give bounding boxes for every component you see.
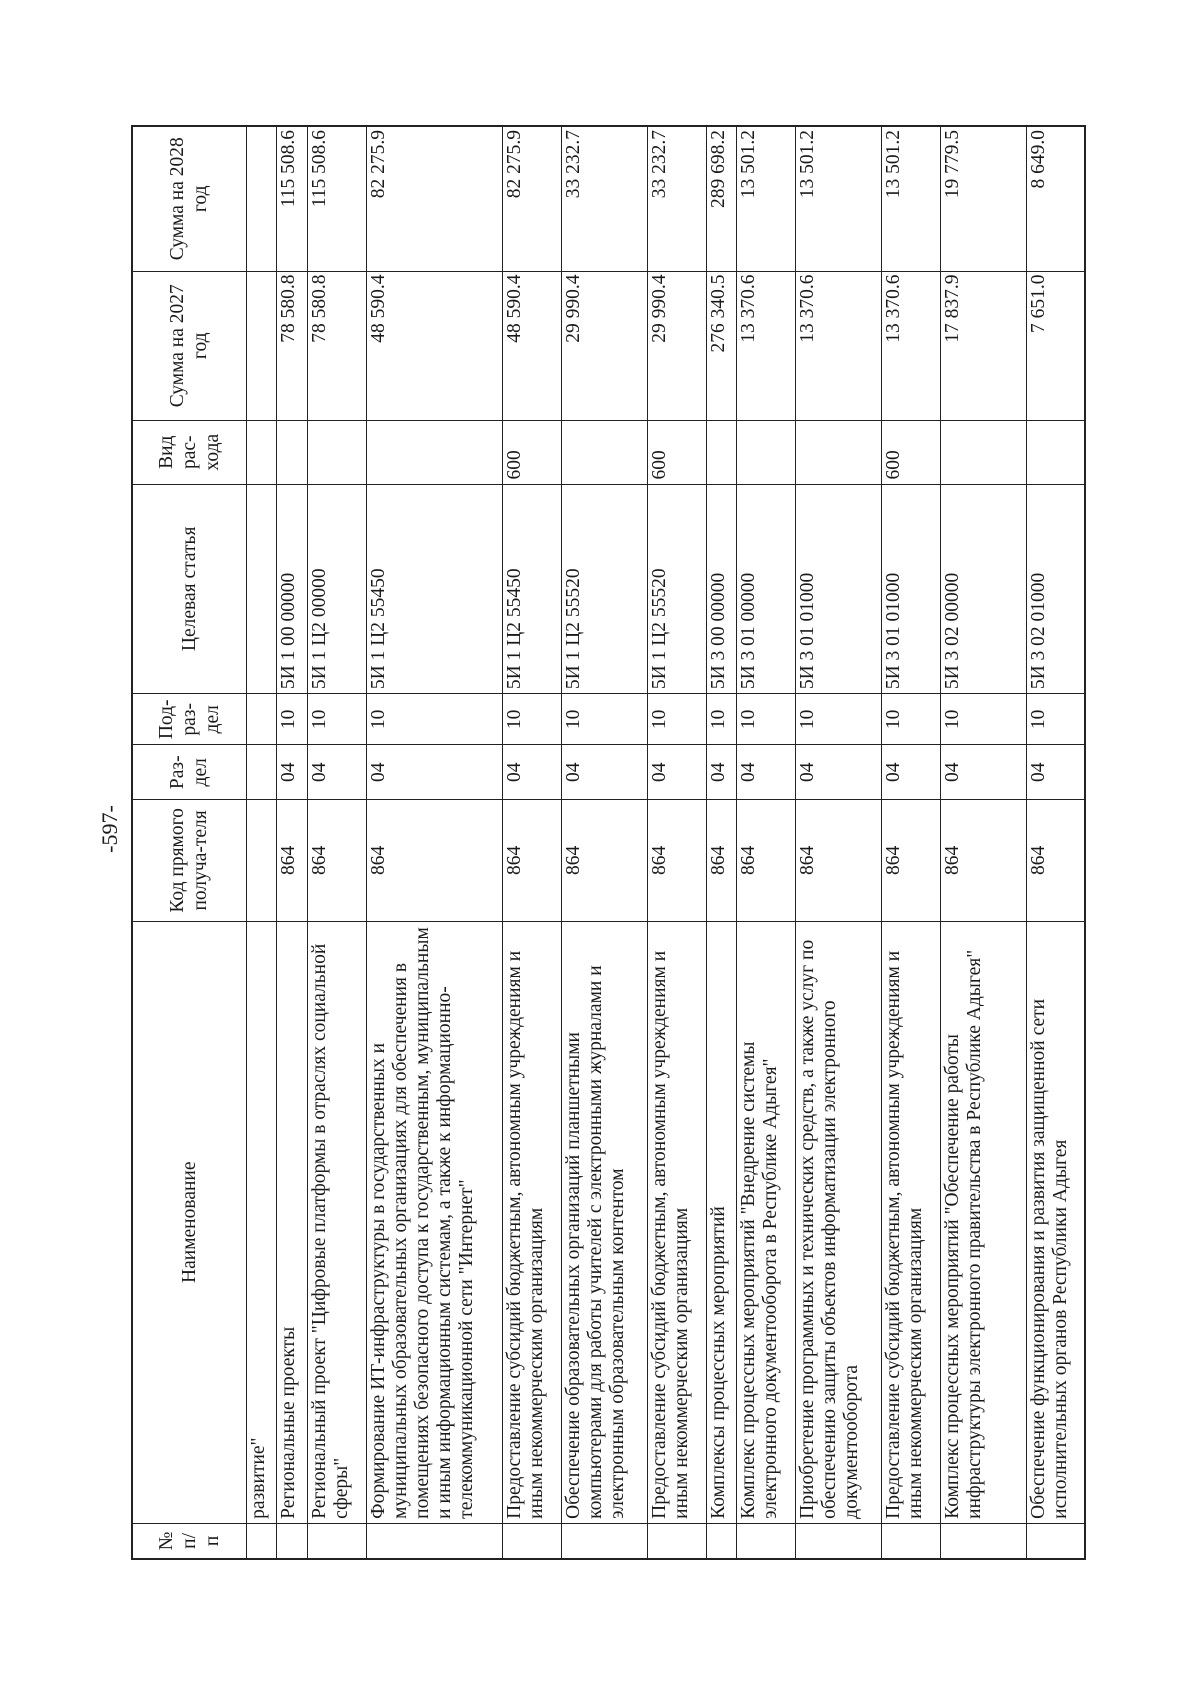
cell-name: Комплексы процессных мероприятий [706,921,737,1523]
cell-num [503,1523,562,1559]
cell-target: 5И 3 01 00000 [737,484,796,694]
cell-recipient: 864 [737,800,796,922]
cell-name: Предоставление субсидий бюджетным, автономным учреждениям и иным некоммерческим организациям [503,921,562,1523]
cell-sum-2028: 115 508.6 [307,126,366,271]
cell-target: 5И 3 01 01000 [795,484,881,694]
cell-subsection: 10 [561,694,647,745]
table-row [881,126,940,1559]
cell-sum-2027: 29 990.4 [561,271,647,420]
cell-sum-2028 [246,126,277,271]
header-subsection: Под-раз-дел [132,694,246,745]
cell-section: 04 [881,745,940,800]
cell-expense-type [940,420,1026,484]
table-row [737,126,796,1559]
header-num: № п/п [132,1523,246,1559]
cell-num [795,1523,881,1559]
cell-name: Приобретение программных и технических средств, а также услуг по обеспечению защиты объектов информатизации электронного документооборота [795,921,881,1523]
cell-target: 5И 1 00 00000 [277,484,308,694]
cell-recipient: 864 [706,800,737,922]
cell-section: 04 [561,745,647,800]
cell-subsection: 10 [881,694,940,745]
rotated-table-container [131,125,1086,1560]
cell-num [277,1523,308,1559]
table-row [246,126,277,1559]
cell-sum-2027: 48 590.4 [503,271,562,420]
cell-section: 04 [503,745,562,800]
cell-sum-2028: 82 275.9 [503,126,562,271]
cell-num [307,1523,366,1559]
table-row [503,126,562,1559]
cell-expense-type [795,420,881,484]
cell-sum-2027: 13 370.6 [881,271,940,420]
header-sum-2028: Сумма на 2028 год [132,126,246,271]
cell-num [366,1523,502,1559]
cell-target: 5И 3 00 00000 [706,484,737,694]
cell-name: Предоставление субсидий бюджетным, автономным учреждениям и иным некоммерческим организациям [881,921,940,1523]
cell-name: Комплекс процессных мероприятий "Внедрение системы электронного документооборота в Республике Адыгея" [737,921,796,1523]
cell-subsection: 10 [737,694,796,745]
cell-target: 5И 1 Ц2 00000 [307,484,366,694]
cell-subsection: 10 [795,694,881,745]
cell-name: Обеспечение образовательных организаций планшетными компьютерами для работы учителей с электронными журналами и электронным образовательным контентом [561,921,647,1523]
cell-sum-2028: 82 275.9 [366,126,502,271]
cell-sum-2028: 19 779.5 [940,126,1026,271]
cell-section: 04 [706,745,737,800]
cell-expense-type [366,420,502,484]
cell-num [737,1523,796,1559]
cell-name: Региональные проекты [277,921,308,1523]
cell-sum-2027: 7 651.0 [1026,271,1085,420]
cell-section [246,745,277,800]
cell-sum-2028: 33 232.7 [561,126,647,271]
cell-target: 5И 1 Ц2 55520 [647,484,706,694]
cell-section: 04 [277,745,308,800]
cell-subsection: 10 [940,694,1026,745]
cell-recipient: 864 [940,800,1026,922]
cell-section: 04 [940,745,1026,800]
cell-section: 04 [366,745,502,800]
cell-sum-2027: 17 837.9 [940,271,1026,420]
header-sum-2027: Сумма на 2027 год [132,271,246,420]
cell-recipient: 864 [647,800,706,922]
cell-num [706,1523,737,1559]
page-number: -597- [97,805,122,853]
cell-section: 04 [737,745,796,800]
table-row [795,126,881,1559]
cell-sum-2028: 13 501.2 [881,126,940,271]
cell-name: Обеспечение функционирования и развития защищенной сети исполнительных органов Республики Адыгея [1026,921,1085,1523]
budget-table [131,125,1086,1560]
cell-recipient: 864 [503,800,562,922]
table-row [277,126,308,1559]
cell-subsection [246,694,277,745]
cell-recipient: 864 [881,800,940,922]
cell-sum-2027: 13 370.6 [737,271,796,420]
cell-name: Предоставление субсидий бюджетным, автономным учреждениям и иным некоммерческим организациям [647,921,706,1523]
cell-target: 5И 3 02 00000 [940,484,1026,694]
cell-expense-type [307,420,366,484]
cell-subsection: 10 [503,694,562,745]
cell-subsection: 10 [277,694,308,745]
cell-target: 5И 3 01 01000 [881,484,940,694]
cell-expense-type [737,420,796,484]
cell-target: 5И 3 02 01000 [1026,484,1085,694]
cell-recipient: 864 [795,800,881,922]
cell-sum-2027: 48 590.4 [366,271,502,420]
cell-target: 5И 1 Ц2 55450 [503,484,562,694]
table-body [246,126,1085,1559]
table-row [366,126,502,1559]
table-row [706,126,737,1559]
cell-num [1026,1523,1085,1559]
cell-sum-2027: 276 340.5 [706,271,737,420]
header-expense-type: Вид рас-хода [132,420,246,484]
cell-name: Комплекс процессных мероприятий "Обеспечение работы инфраструктуры электронного правительства в Республике Адыгея" [940,921,1026,1523]
cell-section: 04 [1026,745,1085,800]
cell-sum-2028: 33 232.7 [647,126,706,271]
cell-target [246,484,277,694]
cell-recipient: 864 [277,800,308,922]
cell-recipient: 864 [366,800,502,922]
cell-recipient [246,800,277,922]
cell-recipient: 864 [561,800,647,922]
cell-expense-type: 600 [503,420,562,484]
header-section: Раз-дел [132,745,246,800]
cell-expense-type [277,420,308,484]
cell-sum-2028: 115 508.6 [277,126,308,271]
cell-section: 04 [647,745,706,800]
table-row [940,126,1026,1559]
cell-section: 04 [307,745,366,800]
cell-sum-2028: 8 649.0 [1026,126,1085,271]
cell-num [647,1523,706,1559]
header-recipient: Код прямого получа-теля [132,800,246,922]
table-row [561,126,647,1559]
cell-name: развитие" [246,921,277,1523]
cell-expense-type [561,420,647,484]
table-row [307,126,366,1559]
cell-subsection: 10 [706,694,737,745]
table-row [647,126,706,1559]
cell-recipient: 864 [1026,800,1085,922]
cell-sum-2027: 78 580.8 [307,271,366,420]
header-target: Целевая статья [132,484,246,694]
cell-name: Формирование ИТ-инфраструктуры в государственных и муниципальных образовательных организациях для обеспечения в помещениях безопасного доступа к государственным, муниципальным и иным информационным системам, а также к информационно-телекоммуникационной сети "Интернет" [366,921,502,1523]
header-name: Наименование [132,921,246,1523]
cell-sum-2028: 13 501.2 [795,126,881,271]
cell-expense-type: 600 [647,420,706,484]
cell-num [881,1523,940,1559]
cell-expense-type [1026,420,1085,484]
cell-expense-type [706,420,737,484]
cell-expense-type [246,420,277,484]
cell-num [561,1523,647,1559]
cell-sum-2027 [246,271,277,420]
cell-subsection: 10 [647,694,706,745]
cell-subsection: 10 [1026,694,1085,745]
cell-subsection: 10 [366,694,502,745]
cell-sum-2027: 13 370.6 [795,271,881,420]
cell-recipient: 864 [307,800,366,922]
cell-sum-2028: 13 501.2 [737,126,796,271]
cell-section: 04 [795,745,881,800]
cell-target: 5И 1 Ц2 55450 [366,484,502,694]
cell-subsection: 10 [307,694,366,745]
table-header-row [132,126,246,1559]
cell-sum-2027: 78 580.8 [277,271,308,420]
cell-num [246,1523,277,1559]
cell-expense-type: 600 [881,420,940,484]
cell-sum-2028: 289 698.2 [706,126,737,271]
cell-name: Региональный проект "Цифровые платформы в отраслях социальной сферы" [307,921,366,1523]
cell-num [940,1523,1026,1559]
cell-target: 5И 1 Ц2 55520 [561,484,647,694]
table-row [1026,126,1085,1559]
cell-sum-2027: 29 990.4 [647,271,706,420]
